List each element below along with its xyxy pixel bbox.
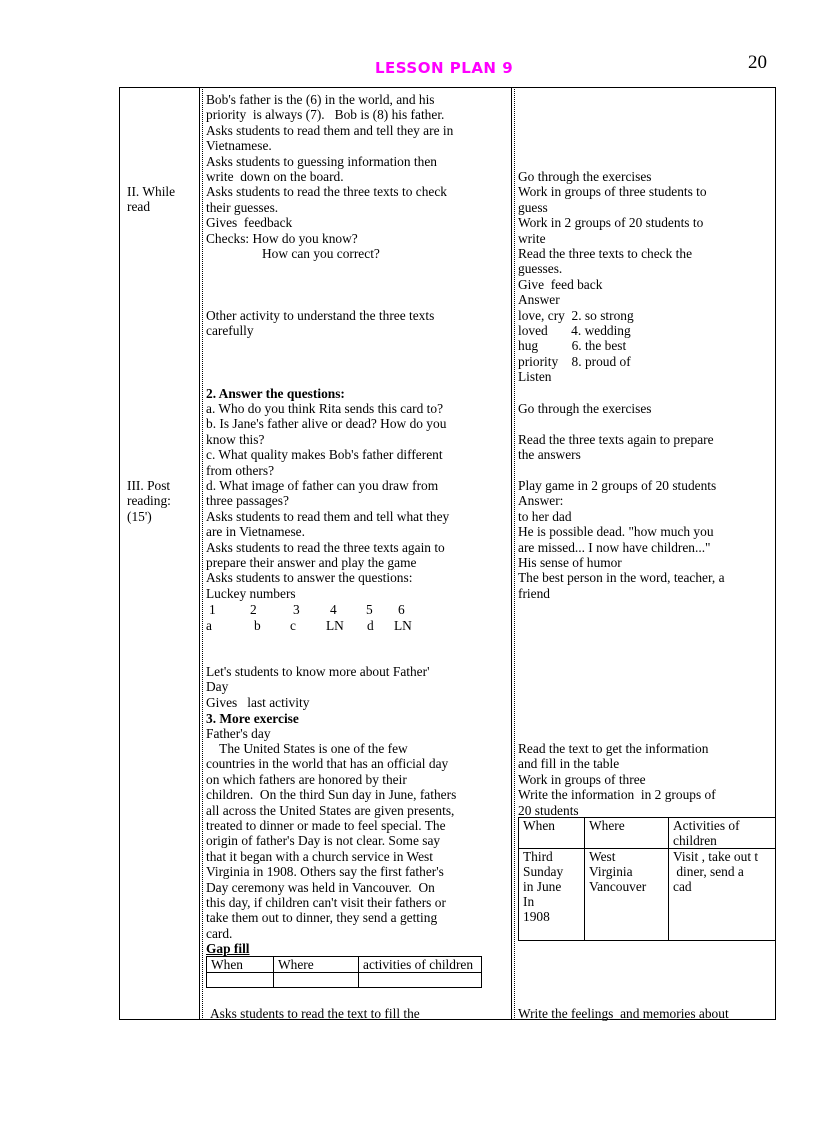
answer-cell-activities: Visit , take out t diner, send a cad xyxy=(669,849,776,941)
teacher-intro: Bob's father is the (6) in the world, and his priority is always (7). Bob is (8) his father. Asks students to read them and tell they are in Vietnamese. Asks students to guessing information then write down on the board. Asks students to read the three texts to check their guesses. Gives feedback Checks: How do you know? xyxy=(206,92,454,246)
gap-cell xyxy=(207,973,274,988)
teacher-checks-2: How can you correct? xyxy=(262,246,380,261)
gap-fill-table xyxy=(206,956,482,988)
lucky-letter: d xyxy=(367,618,374,633)
stage-post-reading: III. Post reading: (15') xyxy=(127,478,171,524)
lucky-number: 6 xyxy=(398,602,405,617)
lucky-letter: LN xyxy=(326,618,344,633)
passage-title: Father's day xyxy=(206,726,271,741)
table-row xyxy=(519,818,776,849)
students-block-1: Go through the exercises Work in groups of three students to guess Work in 2 groups of 20 students to write Read the three texts to check the guesses. Give feed back Answer love, cry 2. so strong loved 4. wedding hug 6. the best priority 8. proud of Listen xyxy=(518,169,707,385)
students-block-3: Read the text to get the information and fill in the table Work in groups of three Write the information in 2 groups of 20 students xyxy=(518,741,716,818)
column-divider-1 xyxy=(199,87,200,1020)
fathers-day-passage: The United States is one of the few countries in the world that has an official day on which fathers are honored by their children. On the third Sun day in June, fathers all across the United States are given presents, treated to dinner or made to feel special. The origin of father's Day is not clear. Some say that it began with a church service in West Virginia in 1908. Others say the first father's Day ceremony was held in Vancouver. On this day, if children can't visit their fathers or take them out to dinner, they send a getting card. xyxy=(206,741,457,941)
lucky-number: 4 xyxy=(330,602,337,617)
table-left-border xyxy=(119,87,120,1020)
students-block-2: Go through the exercises Read the three texts again to prepare the answers Play game in 2 groups of 20 students Answer: to her dad He is possible dead. "how much you are missed... I now have children..." His sense of humor The best person in the word, teacher, a friend xyxy=(518,401,725,601)
page-number: 20 xyxy=(748,52,767,73)
table-row xyxy=(207,957,482,973)
more-exercise-heading: 3. More exercise xyxy=(206,711,299,726)
teacher-last-line: Asks students to read the text to fill the xyxy=(210,1006,420,1021)
stage-while-read: II. While read xyxy=(127,184,176,215)
answer-heading: 2. Answer the questions: xyxy=(206,386,345,401)
gap-cell xyxy=(359,973,482,988)
table-row xyxy=(207,973,482,988)
page-title: LESSON PLAN 9 xyxy=(375,59,514,77)
lucky-letter: a xyxy=(206,618,212,633)
students-last-line: Write the feelings and memories about xyxy=(518,1006,729,1021)
gap-cell xyxy=(274,973,359,988)
answer-header-when: When xyxy=(519,818,585,849)
lucky-number: 3 xyxy=(293,602,300,617)
answer-header-where: Where xyxy=(585,818,669,849)
lucky-number: 5 xyxy=(366,602,373,617)
table-top-border xyxy=(119,87,776,88)
teacher-other-activity: Other activity to understand the three texts carefully xyxy=(206,308,435,339)
gap-header-when: When xyxy=(207,957,274,973)
teacher-questions: a. Who do you think Rita sends this card to? b. Is Jane's father alive or dead? How do you know this? c. What quality makes Bob's father different from others? d. What image of father can you draw from three passages? Asks students to read them and tell what they are in Vietnamese. Asks students to read the three texts again to prepare their answer and play the game Asks students to answer the questions: Luckey numbers xyxy=(206,401,450,601)
answer-header-activities: Activities of children xyxy=(669,818,776,849)
answer-cell-where: West Virginia Vancouver xyxy=(585,849,669,941)
lucky-letter: c xyxy=(290,618,296,633)
more-intro: Let's students to know more about Father' Day Gives last activity xyxy=(206,664,430,710)
answer-cell-when: Third Sunday in June In 1908 xyxy=(519,849,585,941)
lucky-number: 2 xyxy=(250,602,257,617)
answer-table xyxy=(518,817,776,941)
column-divider-2 xyxy=(511,87,512,1020)
lucky-letter: b xyxy=(254,618,261,633)
table-row xyxy=(519,849,776,941)
gap-header-where: Where xyxy=(274,957,359,973)
column-divider-1-dotted xyxy=(202,87,203,1020)
gap-fill-heading: Gap fill xyxy=(206,941,250,956)
lucky-number: 1 xyxy=(209,602,216,617)
gap-header-activities: activities of children xyxy=(359,957,482,973)
column-divider-2-dotted xyxy=(514,87,515,1020)
lucky-letter: LN xyxy=(394,618,412,633)
